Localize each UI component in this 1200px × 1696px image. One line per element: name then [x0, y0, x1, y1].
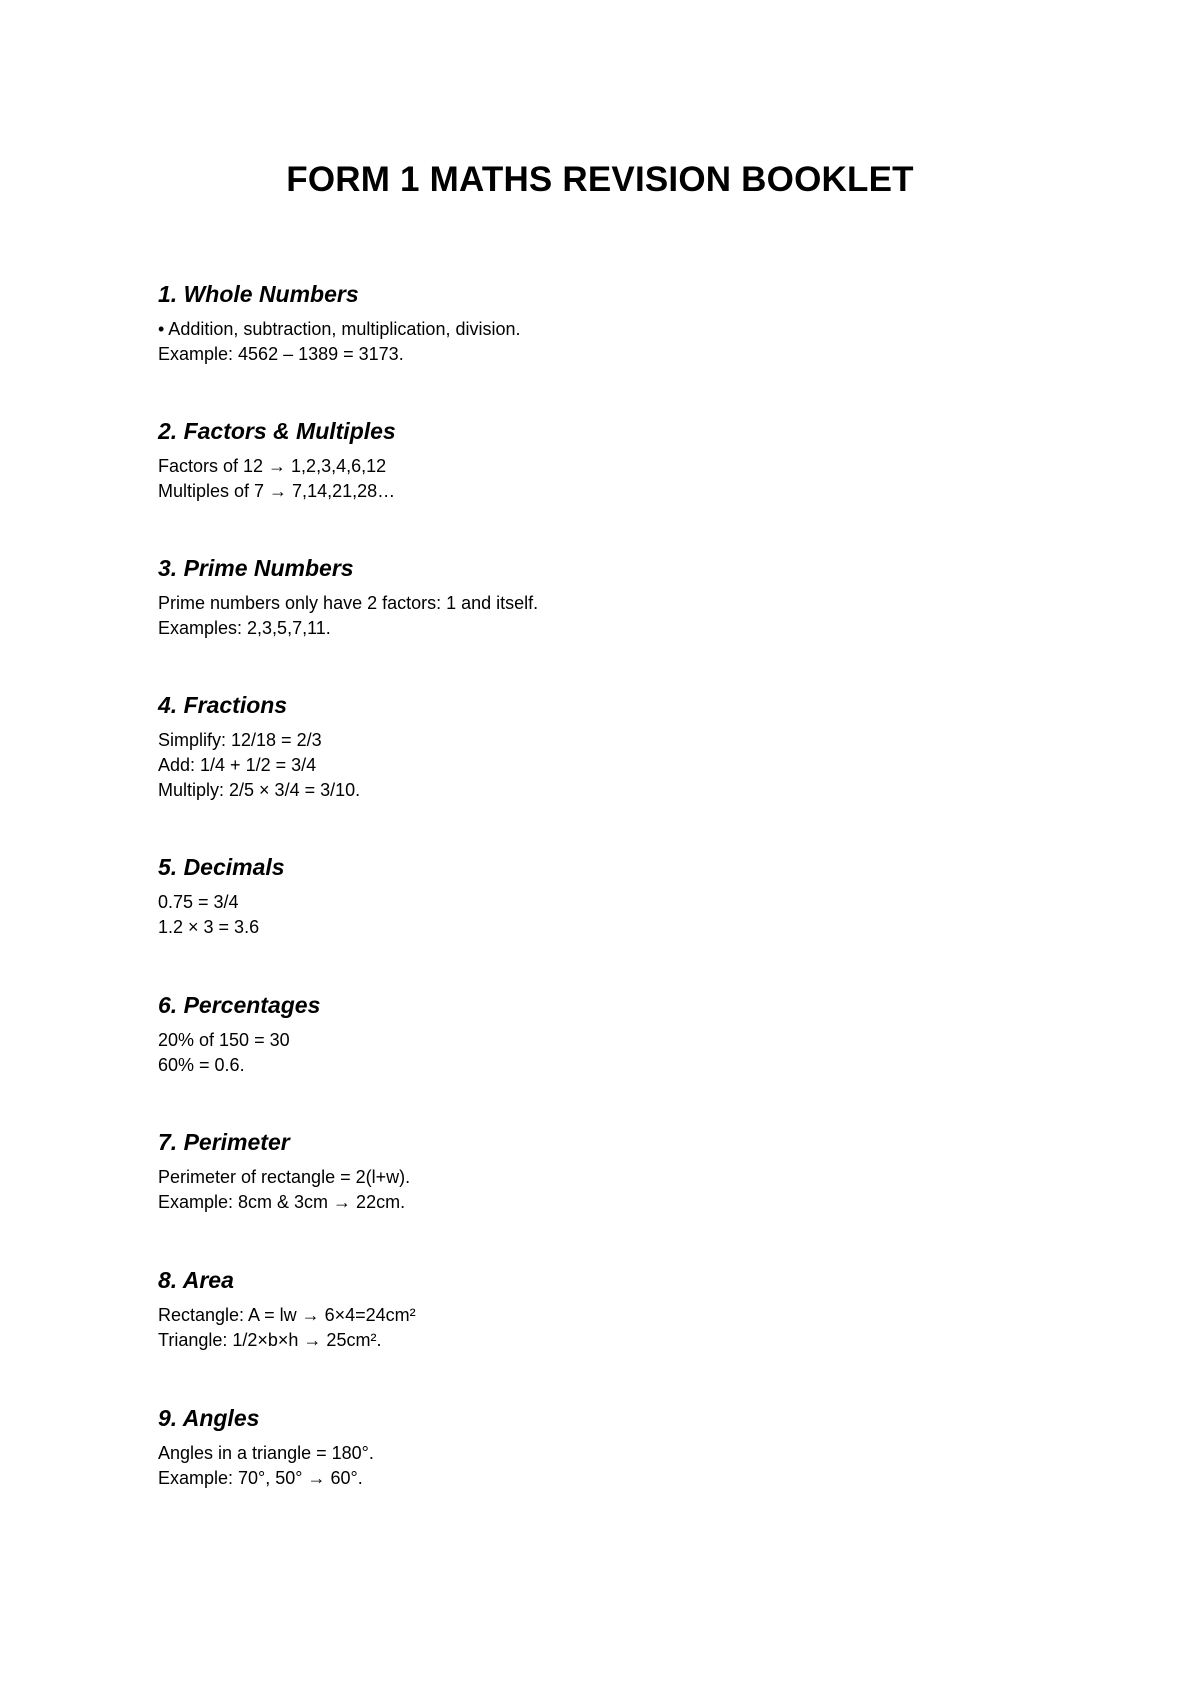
document-title: FORM 1 MATHS REVISION BOOKLET [286, 160, 914, 199]
section-line: Add: 1/4 + 1/2 = 3/4 [158, 755, 317, 775]
section-percentages [158, 990, 1058, 1078]
section-heading: 4. Fractions [158, 692, 288, 718]
section-area [158, 1265, 1058, 1353]
section-line: Perimeter of rectangle = 2(l+w). [158, 1167, 411, 1187]
section-line: Example: 70°, 50° → 60°. [158, 1468, 363, 1488]
section-line: • Addition, subtraction, multiplication, division. [158, 319, 521, 339]
section-line: Prime numbers only have 2 factors: 1 and itself. [158, 593, 539, 613]
section-line: Factors of 12 → 1,2,3,4,6,12 [158, 456, 387, 476]
section-line: Multiply: 2/5 × 3/4 = 3/10. [158, 780, 361, 800]
section-line: Angles in a triangle = 180°. [158, 1443, 374, 1463]
section-heading: 6. Percentages [158, 992, 321, 1018]
section-factors-multiples [158, 416, 1058, 504]
section-line: 20% of 150 = 30 [158, 1030, 290, 1050]
section-whole-numbers [158, 279, 1058, 367]
section-line: Rectangle: A = lw → 6×4=24cm² [158, 1305, 416, 1325]
section-heading: 5. Decimals [158, 854, 285, 880]
section-angles [158, 1403, 1058, 1491]
section-heading: 7. Perimeter [158, 1129, 290, 1155]
section-heading: 2. Factors & Multiples [158, 418, 396, 444]
section-line: 60% = 0.6. [158, 1055, 245, 1075]
section-heading: 8. Area [158, 1267, 234, 1293]
section-decimals [158, 852, 1058, 940]
section-heading: 9. Angles [158, 1405, 260, 1431]
section-line: Example: 4562 – 1389 = 3173. [158, 344, 404, 364]
section-line: Example: 8cm & 3cm → 22cm. [158, 1192, 406, 1212]
section-prime-numbers [158, 553, 1058, 641]
section-line: Triangle: 1/2×b×h → 25cm². [158, 1330, 382, 1350]
section-heading: 1. Whole Numbers [158, 281, 359, 307]
section-heading: 3. Prime Numbers [158, 555, 354, 581]
section-line: Simplify: 12/18 = 2/3 [158, 730, 322, 750]
section-perimeter [158, 1127, 1058, 1215]
section-line: Examples: 2,3,5,7,11. [158, 618, 331, 638]
section-line: 1.2 × 3 = 3.6 [158, 917, 260, 937]
section-fractions [158, 690, 1058, 803]
section-line: Multiples of 7 → 7,14,21,28… [158, 481, 396, 501]
section-line: 0.75 = 3/4 [158, 892, 239, 912]
